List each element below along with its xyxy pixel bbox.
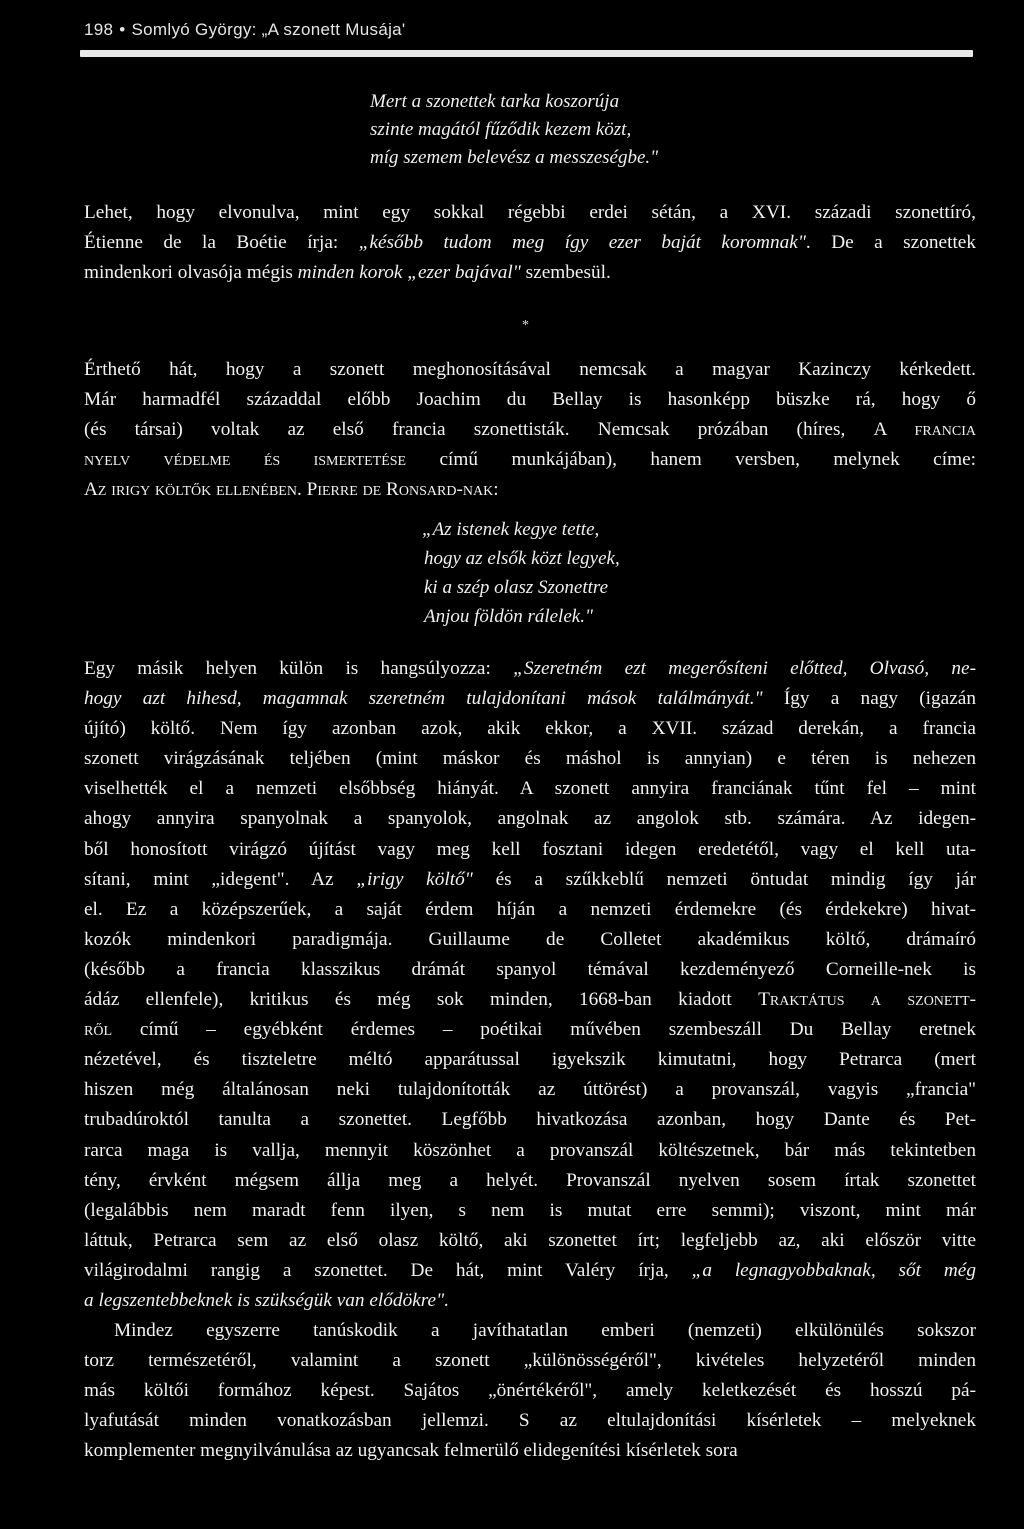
text-segment: ből honosított virágzó újítást vagy meg kell fosztani idegen eredetétől, vagy el kell uta- (84, 838, 976, 860)
text-segment: lyafutását minden vonatkozásban jellemzi. S az eltulajdonítási kísérletek – melyeknek (84, 1410, 976, 1432)
text-segment: kozók mindenkori paradigmája. Guillaume de Colletet akadémikus költő, drámaíró (84, 928, 976, 950)
text-line (84, 1045, 976, 1075)
verse-line: „Az istenek kegye tette, (422, 519, 600, 540)
page-number: 198 (84, 20, 114, 39)
text-segment: (és társai) voltak az első francia szonettisták. Nemcsak prózában (híres, (84, 419, 874, 440)
text-segment: ahogy annyira spanyolnak a spanyolok, angolnak az angolok stb. számára. Az idegen- (84, 808, 976, 830)
small-caps-title: ről (84, 1019, 112, 1041)
text-segment: trubadúroktól tanulta a szonettet. Legfőbb hivatkozása azonban, hogy Dante és Pet- (84, 1109, 976, 1131)
text-segment: Lehet, hogy elvonulva, mint egy sokkal régebbi erdei sétán, a XVI. századi szonettíró, (84, 202, 976, 223)
italic-quote: a legszentebbeknek is szükségük van elődökre". (84, 1289, 450, 1311)
verse-line: szinte magától fűződik kezem közt, (370, 119, 632, 140)
paragraph-3 (84, 654, 976, 1467)
text-line (84, 1196, 976, 1226)
text-line (84, 198, 976, 228)
text-segment: viselhették el a nemzeti elsőbbség hiányát. A szonett annyira franciának tűnt fel – mint (84, 778, 976, 800)
text-segment: újító) költő. Nem így azonban azok, akik ekkor, a XVII. század derekán, a francia (84, 718, 976, 740)
running-title: Somlyó György: „A szonett Musája' (131, 20, 406, 39)
text-segment: világirodalmi rangig a szonettet. De hát, mint Valéry írja, (84, 1259, 692, 1281)
text-segment: Egy másik helyen külön is hangsúlyozza: (84, 658, 514, 679)
text-segment: rarca maga is vallja, mennyit köszönhet a provanszál költészetnek, bár más tekintetben (84, 1139, 976, 1161)
verse-quote-2 (422, 515, 620, 631)
text-line (84, 895, 976, 925)
text-line (84, 774, 976, 804)
text-segment: Így a nagy (igazán (762, 688, 976, 710)
text-line (84, 925, 976, 955)
text-line (84, 1436, 976, 1466)
italic-quote: „Szeretném ezt megerősíteni előtted, Olvasó, ne- (513, 658, 976, 679)
italic-quote: minden korok „ezer bajával" (297, 262, 521, 283)
text-line (84, 835, 976, 865)
text-line (84, 684, 976, 714)
text-line (84, 654, 976, 684)
text-segment: láttuk, Petrarca sem az első olasz költő, aki szonettet írt; legfeljebb az, aki először vitte (84, 1229, 976, 1251)
verse-line: hogy az elsők közt legyek, (424, 548, 620, 569)
verse-line: Anjou földön rálelek." (424, 606, 593, 627)
text-line (84, 1166, 976, 1196)
small-caps-title: A francia (873, 419, 976, 440)
text-line (84, 1226, 976, 1256)
italic-quote: „irigy költő" (356, 868, 473, 890)
italic-quote: „később tudom meg így ezer baját koromnak" (358, 232, 806, 253)
verse-line: Mert a szonettek tarka koszorúja (370, 91, 620, 112)
text-line (84, 385, 976, 415)
paragraph-1 (84, 198, 976, 288)
text-line (84, 355, 976, 385)
text-segment: Étienne de la Boétie írja: (84, 232, 359, 253)
text-segment: Érthető hát, hogy a szonett meghonosításával nemcsak a magyar Kazinczy kérkedett. (84, 359, 976, 380)
text-segment: sítani, mint „idegent". Az (84, 868, 357, 890)
text-segment: ádáz ellenfele), kritikus és még sok minden, 1668-ban kiadott (84, 989, 759, 1011)
text-line (84, 955, 976, 985)
small-caps-title: Traktátus a szonett- (758, 989, 976, 1011)
italic-quote: „a legnagyobbaknak, sőt még (691, 1259, 977, 1281)
text-segment: című – egyébként érdemes – poétikai művében szembeszáll Du Bellay eretnek (112, 1019, 976, 1041)
text-segment: (legalábbis nem maradt fenn ilyen, s nem is mutat erre semmi); viszont, mint már (84, 1199, 976, 1221)
text-line (84, 1346, 976, 1376)
text-segment: Mindez egyszerre tanúskodik a javíthatatlan emberi (nemzeti) elkülönülés sokszor (114, 1320, 976, 1342)
bullet-separator: • (119, 20, 126, 39)
text-line (84, 1286, 976, 1316)
text-line (84, 744, 976, 774)
text-line (84, 1406, 976, 1436)
text-segment: komplementer megnyilvánulása az ugyancsak felmerülő elidegenítési kísérletek sora (84, 1440, 738, 1462)
text-segment: szembesül. (520, 262, 611, 283)
header-rule (80, 50, 973, 57)
verse-quote-1 (370, 88, 658, 172)
text-segment: mindenkori olvasója mégis (84, 262, 298, 283)
italic-quote: hogy azt hihesd, magamnak szeretném tulajdonítani mások találmányát." (84, 688, 763, 710)
text-line (84, 415, 976, 445)
text-line (84, 1105, 976, 1135)
verse-line: ki a szép olasz Szonettre (424, 577, 609, 598)
text-line (84, 258, 976, 288)
text-segment: és a szűkkeblű nemzeti öntudat mindig így jár (472, 868, 976, 890)
verse-line: míg szemem belevész a messzeségbe." (370, 147, 659, 168)
text-line (84, 1316, 976, 1346)
section-separator: * (522, 318, 529, 333)
text-line (84, 1015, 976, 1045)
text-line (84, 1075, 976, 1105)
text-segment: hiszen még általánosan neki tulajdonították az úttörést) a provanszál, vagyis „francia" (84, 1079, 976, 1101)
running-head (84, 20, 405, 40)
text-segment: nézetével, és tiszteletre méltó apparátussal igyekszik kimutatni, hogy Petrarca (mert (84, 1049, 976, 1071)
text-segment: el. Ez a középszerűek, a saját érdem híján a nemzeti érdemekre (és érdekekre) hivat- (84, 898, 976, 920)
paragraph-2 (84, 355, 976, 505)
text-line (84, 985, 976, 1015)
text-segment: szonett virágzásának teljében (mint máskor és máshol is annyian) e téren is nehezen (84, 748, 976, 770)
text-line (84, 228, 976, 258)
text-line (84, 865, 976, 895)
text-segment: más költői formához képest. Sajátos „önértékéről", amely keletkezését és hosszú pá- (84, 1380, 976, 1402)
text-segment: című munkájában), hanem versben, melynek címe: (406, 449, 976, 470)
text-line (84, 445, 976, 475)
small-caps-title: nyelv védelme és ismertetése (84, 449, 407, 470)
text-line (84, 714, 976, 744)
text-line (84, 1376, 976, 1406)
text-line (84, 475, 976, 505)
small-caps-title: Az irigy költők ellenében. Pierre de Ronsard-nak: (84, 479, 499, 500)
text-segment: torz természetéről, valamint a szonett „különösségéről", kivételes helyzetéről minden (84, 1350, 976, 1372)
text-line (84, 1136, 976, 1166)
text-segment: tény, érvként mégsem állja meg a helyét. Provanszál nyelven sosem írtak szonettet (84, 1169, 976, 1191)
text-segment: Már harmadfél századdal előbb Joachim du Bellay is hasonképp büszke rá, hogy ő (84, 389, 976, 410)
text-line (84, 1256, 976, 1286)
text-segment: (később a francia klasszikus drámát spanyol témával kezdeményező Corneille-nek is (84, 958, 976, 980)
text-line (84, 804, 976, 834)
text-segment: . De a szonettek (805, 232, 976, 253)
